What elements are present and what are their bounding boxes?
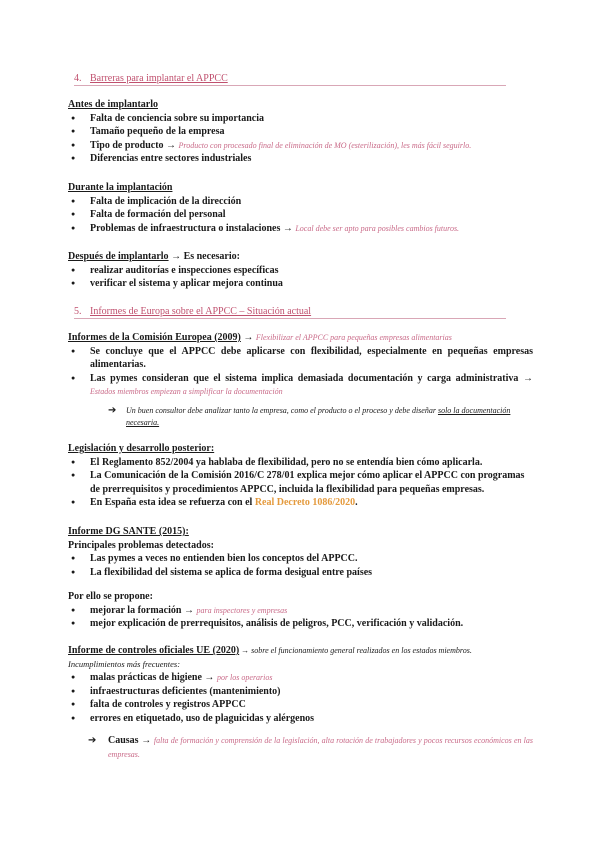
list-item: ● Tipo de producto → Producto con procesado final de eliminación de MO (esterilización), les más fácil seguirlo.	[68, 139, 533, 153]
causas-note: ➔ Causas → falta de formación y comprensión de la legislación, alta rotación de trabajadores y pocos recursos económicos en las empresas.	[88, 735, 533, 759]
section-title-text: Informes de Europa sobre el APPCC – Situación actual	[90, 306, 312, 317]
list-item: ● La Comunicación de la Comisión 2016/C 278/01 explica mejor cómo aplicar el APPCC con programas de prerrequisitos y procedimientos APPCC, incluida la flexibilidad para pequeñas empresas.	[68, 469, 533, 496]
legislacion-heading: Legislación y desarrollo posterior:	[68, 443, 215, 454]
list-item: ● Falta de implicación de la dirección	[68, 195, 533, 209]
list-item: ● Falta de formación del personal	[68, 208, 533, 222]
controles-heading: Informe de controles oficiales UE (2020) → sobre el funcionamiento general realizados en los estados miembros.	[68, 645, 472, 656]
antes-heading: Antes de implantarlo	[68, 99, 158, 110]
list-item: ● En España esta idea se refuerza con el Real Decreto 1086/2020.	[68, 496, 533, 510]
list-item: ● errores en etiquetado, uso de plaguicidas y alérgenos	[68, 712, 533, 726]
arrow-right-icon: ➔	[88, 735, 97, 746]
arrow-right-icon: ➔	[108, 404, 117, 416]
list-item: ● Falta de conciencia sobre su importancia	[68, 112, 533, 126]
controles-block	[68, 644, 533, 761]
dgsante-heading: Informe DG SANTE (2015):	[68, 526, 189, 537]
comision-block	[68, 331, 533, 429]
list-item: ● Se concluye que el APPCC debe aplicarse con flexibilidad, especialmente en pequeñas empresas alimentarias.	[68, 345, 533, 372]
section-number: 4.	[74, 73, 82, 84]
list-item: ● Las pymes consideran que el sistema implica demasiada documentación y carga administrativa → Estados miembros empiezan a simplificar la documentación	[68, 372, 533, 399]
note-text: Local debe ser apto para posibles cambios futuros.	[295, 223, 460, 233]
list-item: ● Problemas de infraestructura o instalaciones → Local debe ser apto para posibles cambios futuros.	[68, 222, 533, 236]
despues-heading: Después de implantarlo → Es necesario:	[68, 251, 240, 262]
section-title-text: Barreras para implantar el APPCC	[90, 73, 228, 84]
antes-block	[68, 98, 533, 166]
section-4-title	[74, 73, 506, 86]
list-item: ● verificar el sistema y aplicar mejora continua	[68, 277, 533, 291]
propone-heading: Por ello se propone:	[68, 591, 153, 602]
note-text: por los operarios	[216, 673, 273, 682]
list-item: ● realizar auditorías e inspecciones específicas	[68, 264, 533, 278]
despues-block	[68, 250, 533, 291]
list-item: ● malas prácticas de higiene → por los operarios	[68, 671, 533, 685]
note-text: para inspectores y empresas	[196, 605, 288, 615]
durante-block	[68, 181, 533, 235]
list-item: ● mejor explicación de prerrequisitos, análisis de peligros, PCC, verificación y validación.	[68, 617, 533, 631]
dgsante-subheading: Principales problemas detectados:	[68, 539, 214, 551]
list-item: ● Las pymes a veces no entienden bien los conceptos del APPCC.	[68, 552, 533, 566]
list-item: ● falta de controles y registros APPCC	[68, 698, 533, 712]
legislacion-block	[68, 442, 533, 510]
real-decreto-link[interactable]: Real Decreto 1086/2020	[254, 497, 356, 508]
comision-heading: Informes de la Comisión Europea (2009) → Flexibilizar el APPCC para pequeñas empresas alimentarias	[68, 332, 452, 343]
durante-heading: Durante la implantación	[68, 182, 173, 193]
note-text: Estados miembros empiezan a simplificar la documentación	[90, 387, 283, 396]
propone-block	[68, 590, 533, 631]
note-text: Producto con procesado final de eliminación de MO (esterilización), les más fácil seguirlo.	[178, 140, 472, 150]
list-item: ● Diferencias entre sectores industriales	[68, 152, 533, 166]
list-item: ● infraestructuras deficientes (mantenimiento)	[68, 685, 533, 699]
list-item: ● La flexibilidad del sistema se aplica de forma desigual entre países	[68, 566, 533, 580]
dgsante-block	[68, 525, 533, 579]
list-item: ● Tamaño pequeño de la empresa	[68, 125, 533, 139]
consultor-note: ➔ Un buen consultor debe analizar tanto la empresa, como el producto o el proceso y debe diseñar solo la documentación necesaria.	[108, 404, 511, 427]
list-item: ● mejorar la formación → para inspectores y empresas	[68, 604, 533, 618]
section-5-title	[74, 306, 506, 319]
list-item: ● El Reglamento 852/2004 ya hablaba de flexibilidad, pero no se entendía bien cómo aplicarla.	[68, 456, 533, 470]
controles-subheading: Incumplimientos más frecuentes:	[68, 658, 181, 669]
section-number: 5.	[74, 306, 82, 317]
